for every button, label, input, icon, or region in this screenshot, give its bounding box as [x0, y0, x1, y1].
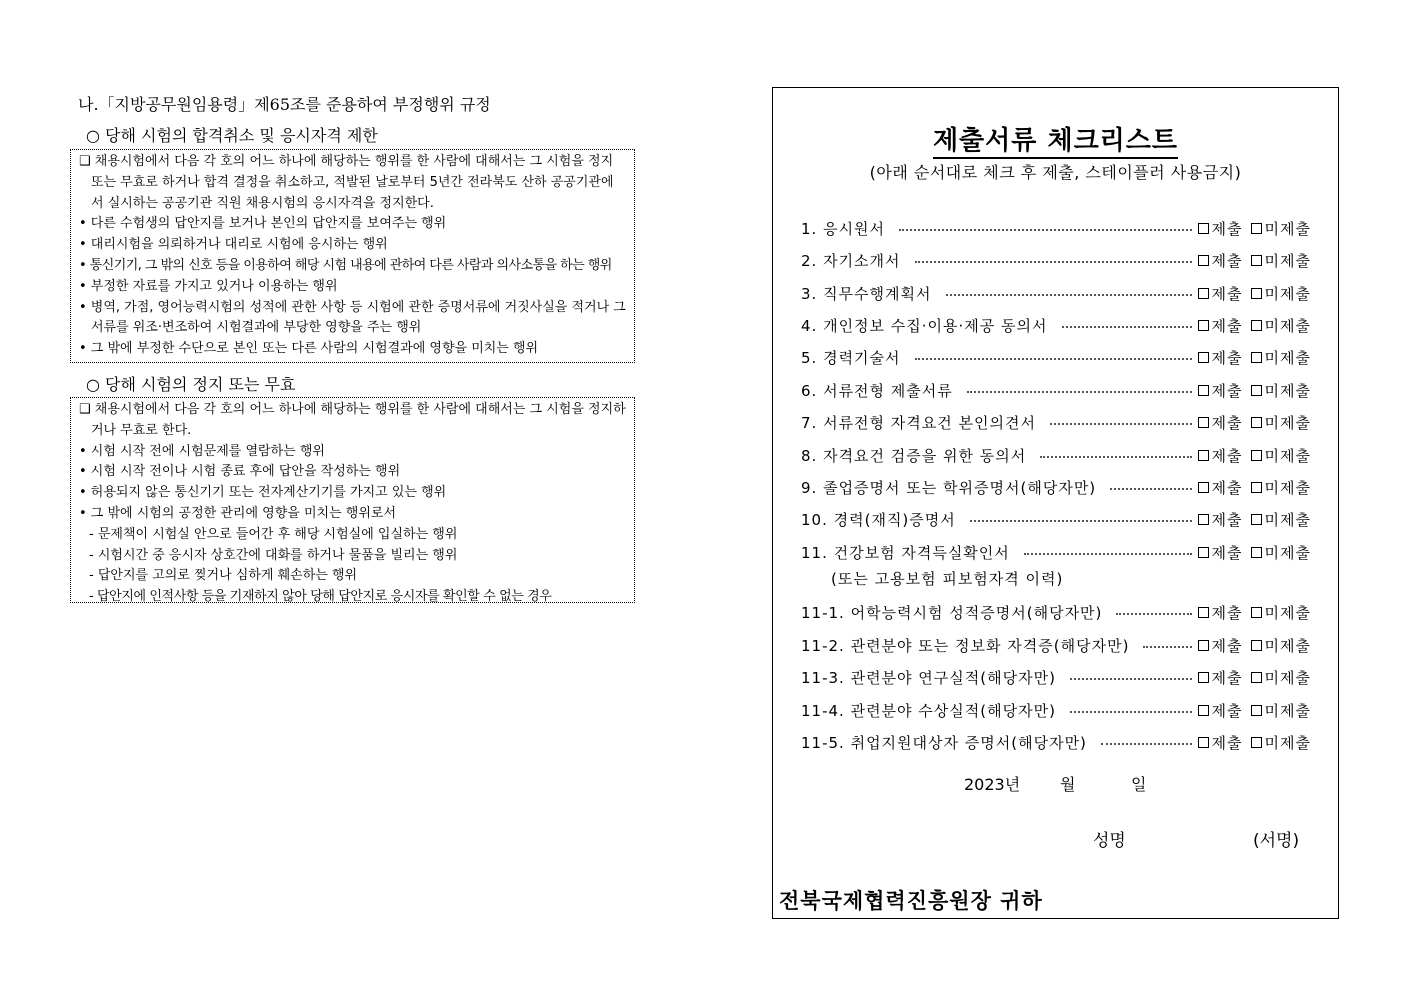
section1-bullet: • 통신기기, 그 밖의 신호 등을 이용하여 해당 시험 내용에 관하여 다른 사람과 의사소통을 하는 행위 [79, 257, 612, 273]
section2-bullet: • 허용되지 않은 통신기기 또는 전자계산기기를 가지고 있는 행위 [79, 485, 447, 501]
section1-intro: ❑ 채용시험에서 다음 각 호의 어느 하나에 해당하는 행위를 한 사람에 대해서는 그 시험을 정지 또는 무효로 하거나 합격 결정을 취소하고, 적발된 날로부터 5년간 전라북도 산하 공공기관에서 실시하는 공공기관 직원 채용시험의 응시자격을 정지한다. [79, 154, 614, 211]
checklist-item-label: 11-1. 어학능력시험 성적증명서(해당자만) [801, 603, 1103, 622]
checkbox-icon[interactable] [1198, 352, 1209, 363]
section2-intro: ❑ 채용시험에서 다음 각 호의 어느 하나에 해당하는 행위를 한 사람에 대해서는 그 시험을 정지하거나 무효로 한다. [79, 402, 626, 438]
checkbox-icon[interactable] [1198, 223, 1209, 234]
checklist-item [801, 379, 1311, 401]
checkbox-icon[interactable] [1198, 417, 1209, 428]
dot-leader [899, 229, 1191, 231]
not-submit-label: 미제출 [1264, 603, 1311, 622]
checkbox-icon[interactable] [1251, 705, 1262, 716]
submit-options [1198, 635, 1311, 656]
submit-label: 제출 [1211, 381, 1243, 400]
dot-leader [1101, 743, 1192, 745]
dot-leader [915, 358, 1192, 360]
submit-option[interactable] [1198, 218, 1243, 239]
checklist-item-label: 11. 건강보험 자격득실확인서 [801, 543, 1010, 562]
submit-label: 제출 [1211, 251, 1243, 270]
not-submit-option[interactable] [1251, 667, 1311, 688]
submit-label: 제출 [1211, 733, 1243, 752]
not-submit-option[interactable] [1251, 542, 1311, 563]
checkbox-icon[interactable] [1251, 255, 1262, 266]
checkbox-icon[interactable] [1198, 255, 1209, 266]
checklist-item-label: 11-3. 관련분야 연구실적(해당자만) [801, 668, 1056, 687]
not-submit-option[interactable] [1251, 445, 1311, 466]
submit-option[interactable] [1198, 477, 1243, 498]
not-submit-option[interactable] [1251, 315, 1311, 336]
not-submit-label: 미제출 [1264, 733, 1311, 752]
not-submit-label: 미제출 [1264, 413, 1311, 432]
not-submit-label: 미제출 [1264, 543, 1311, 562]
not-submit-label: 미제출 [1264, 668, 1311, 687]
submit-options [1198, 542, 1311, 563]
checklist-item [801, 634, 1311, 656]
checklist-item-label: 8. 자격요건 검증을 위한 동의서 [801, 446, 1027, 465]
checkbox-icon[interactable] [1198, 737, 1209, 748]
submit-label: 제출 [1211, 219, 1243, 238]
not-submit-label: 미제출 [1264, 446, 1311, 465]
not-submit-option[interactable] [1251, 700, 1311, 721]
checklist-item [801, 508, 1311, 530]
submit-option[interactable] [1198, 445, 1243, 466]
submit-options [1198, 700, 1311, 721]
section1-bullet: • 병역, 가점, 영어능력시험의 성적에 관한 사항 등 시험에 관한 증명서류에 거짓사실을 적거나 그 서류를 위조·변조하여 시험결과에 부당한 영향을 주는 행위 [79, 299, 626, 336]
submit-label: 제출 [1211, 316, 1243, 335]
checkbox-icon[interactable] [1198, 607, 1209, 618]
checklist-item [801, 666, 1311, 688]
regulation-heading: 나.「지방공무원임용령」제65조를 준용하여 부정행위 규정 [78, 95, 491, 114]
checklist-form [772, 87, 1339, 919]
checklist-item [801, 282, 1311, 304]
dot-leader [915, 261, 1192, 263]
checklist-item-label: 9. 졸업증명서 또는 학위증명서(해당자만) [801, 478, 1097, 497]
checklist-item [801, 346, 1311, 368]
submit-option[interactable] [1198, 542, 1243, 563]
not-submit-label: 미제출 [1264, 636, 1311, 655]
submit-options [1198, 250, 1311, 271]
submit-options [1198, 315, 1311, 336]
checklist-item-label: 7. 서류전형 자격요건 본인의견서 [801, 413, 1036, 432]
dot-leader [1070, 678, 1192, 680]
checklist-item-label: 3. 직무수행계획서 [801, 284, 932, 303]
not-submit-label: 미제출 [1264, 251, 1311, 270]
not-submit-option[interactable] [1251, 602, 1311, 623]
checklist-item-label: 10. 경력(재직)증명서 [801, 510, 956, 529]
submit-label: 제출 [1211, 603, 1243, 622]
checklist-item-label: 1. 응시원서 [801, 219, 886, 238]
checklist-item-label: 5. 경력기술서 [801, 348, 901, 367]
submit-option[interactable] [1198, 380, 1243, 401]
submit-option[interactable] [1198, 700, 1243, 721]
submit-option[interactable] [1198, 509, 1243, 530]
checkbox-icon[interactable] [1251, 320, 1262, 331]
not-submit-label: 미제출 [1264, 284, 1311, 303]
not-submit-label: 미제출 [1264, 381, 1311, 400]
checklist-item-label: 11-4. 관련분야 수상실적(해당자만) [801, 701, 1056, 720]
not-submit-label: 미제출 [1264, 219, 1311, 238]
checkbox-icon[interactable] [1251, 223, 1262, 234]
date-day: 일 [1131, 775, 1147, 794]
checklist-item [801, 444, 1311, 466]
submit-label: 제출 [1211, 478, 1243, 497]
checkbox-icon[interactable] [1251, 450, 1262, 461]
section2-dash: - 문제책이 시험실 안으로 들어간 후 해당 시험실에 입실하는 행위 [89, 526, 458, 542]
submit-option[interactable] [1198, 732, 1243, 753]
section1-title: ○ 당해 시험의 합격취소 및 응시자격 제한 [86, 126, 378, 145]
checkbox-icon[interactable] [1251, 672, 1262, 683]
not-submit-label: 미제출 [1264, 316, 1311, 335]
section2-dash: - 시험시간 중 응시자 상호간에 대화를 하거나 물품을 빌리는 행위 [89, 547, 458, 563]
checkbox-icon[interactable] [1251, 385, 1262, 396]
checkbox-icon[interactable] [1251, 514, 1262, 525]
submit-label: 제출 [1211, 668, 1243, 687]
dot-leader [1116, 613, 1191, 615]
submit-label: 제출 [1211, 284, 1243, 303]
checkbox-icon[interactable] [1198, 320, 1209, 331]
form-subtitle: (아래 순서대로 체크 후 제출, 스테이플러 사용금지) [869, 163, 1242, 182]
not-submit-option[interactable] [1251, 347, 1311, 368]
checklist-item-label: 11-5. 취업지원대상자 증명서(해당자만) [801, 733, 1087, 752]
checkbox-icon[interactable] [1198, 640, 1209, 651]
checkbox-icon[interactable] [1251, 482, 1262, 493]
not-submit-option[interactable] [1251, 218, 1311, 239]
checkbox-icon[interactable] [1251, 288, 1262, 299]
dot-leader [1062, 326, 1192, 328]
checkbox-icon[interactable] [1198, 705, 1209, 716]
section2-dash: - 답안지를 고의로 찢거나 심하게 훼손하는 행위 [89, 568, 358, 584]
section2-box [70, 397, 635, 603]
submit-options [1198, 380, 1311, 401]
checkbox-icon[interactable] [1251, 417, 1262, 428]
checkbox-icon[interactable] [1251, 547, 1262, 558]
section1-bullet: • 대리시험을 의뢰하거나 대리로 시험에 응시하는 행위 [79, 237, 388, 253]
not-submit-option[interactable] [1251, 283, 1311, 304]
dot-leader [1024, 553, 1192, 555]
checkbox-icon[interactable] [1251, 737, 1262, 748]
submit-option[interactable] [1198, 283, 1243, 304]
submit-label: 제출 [1211, 636, 1243, 655]
submit-option[interactable] [1198, 412, 1243, 433]
submit-option[interactable] [1198, 635, 1243, 656]
submit-label: 제출 [1211, 348, 1243, 367]
date-year: 2023년 [964, 775, 1021, 794]
dot-leader [1110, 488, 1191, 490]
submit-option[interactable] [1198, 667, 1243, 688]
checkbox-icon[interactable] [1198, 288, 1209, 299]
section1-bullet: • 부정한 자료를 가지고 있거나 이용하는 행위 [79, 278, 338, 294]
checklist-item-label: 2. 자기소개서 [801, 251, 901, 270]
section2-bullet: • 시험 시작 전이나 시험 종료 후에 답안을 작성하는 행위 [79, 464, 401, 480]
section1-bullet: • 다른 수험생의 답안지를 보거나 본인의 답안지를 보여주는 행위 [79, 216, 447, 232]
checkbox-icon[interactable] [1198, 450, 1209, 461]
checkbox-icon[interactable] [1251, 607, 1262, 618]
submit-options [1198, 347, 1311, 368]
sign-name-label: 성명 [1093, 831, 1126, 851]
section2-bullet: • 시험 시작 전에 시험문제를 열람하는 행위 [79, 443, 325, 459]
section2-title: ○ 당해 시험의 정지 또는 무효 [86, 375, 296, 394]
checklist-item [801, 601, 1311, 623]
dot-leader [1143, 646, 1191, 648]
not-submit-option[interactable] [1251, 380, 1311, 401]
submit-options [1198, 602, 1311, 623]
not-submit-label: 미제출 [1264, 510, 1311, 529]
section1-box [70, 149, 635, 363]
checkbox-icon[interactable] [1198, 547, 1209, 558]
checkbox-icon[interactable] [1198, 672, 1209, 683]
submit-label: 제출 [1211, 543, 1243, 562]
dot-leader [1050, 423, 1192, 425]
checklist-item [801, 314, 1311, 336]
submit-label: 제출 [1211, 701, 1243, 720]
submit-options [1198, 218, 1311, 239]
checkbox-icon[interactable] [1251, 640, 1262, 651]
checklist-item [801, 249, 1311, 271]
dot-leader [1040, 456, 1191, 458]
checklist-item [801, 217, 1311, 239]
not-submit-label: 미제출 [1264, 478, 1311, 497]
checklist-item-label: 11-2. 관련분야 또는 정보화 자격증(해당자만) [801, 636, 1130, 655]
checkbox-icon[interactable] [1251, 352, 1262, 363]
submit-options [1198, 445, 1311, 466]
form-title: 제출서류 체크리스트 [933, 126, 1178, 159]
submit-label: 제출 [1211, 510, 1243, 529]
section1-bullet: • 그 밖에 부정한 수단으로 본인 또는 다른 사람의 시험결과에 영향을 미치는 행위 [79, 341, 539, 357]
checkbox-icon[interactable] [1198, 514, 1209, 525]
not-submit-option[interactable] [1251, 509, 1311, 530]
section2-bullet: • 그 밖에 시험의 공정한 관리에 영향을 미치는 행위로서 [79, 505, 397, 521]
not-submit-option[interactable] [1251, 250, 1311, 271]
checklist-item [801, 476, 1311, 498]
submit-option[interactable] [1198, 250, 1243, 271]
checklist-item-label: 6. 서류전형 제출서류 [801, 381, 953, 400]
addressee: 전북국제협력진흥원장 귀하 [779, 889, 1043, 913]
checklist-item [801, 411, 1311, 433]
submit-option[interactable] [1198, 602, 1243, 623]
item11-note: (또는 고용보험 피보험자격 이력) [831, 570, 1064, 588]
dot-leader [1070, 711, 1192, 713]
submit-label: 제출 [1211, 413, 1243, 432]
checklist-item-label: 4. 개인정보 수집·이용·제공 동의서 [801, 316, 1048, 335]
submit-option[interactable] [1198, 347, 1243, 368]
dot-leader [967, 391, 1192, 393]
submit-option[interactable] [1198, 315, 1243, 336]
checkbox-icon[interactable] [1198, 385, 1209, 396]
submit-options [1198, 477, 1311, 498]
sign-seal-label: (서명) [1253, 831, 1300, 851]
submit-label: 제출 [1211, 446, 1243, 465]
not-submit-label: 미제출 [1264, 348, 1311, 367]
not-submit-option[interactable] [1251, 635, 1311, 656]
submit-options [1198, 412, 1311, 433]
not-submit-option[interactable] [1251, 477, 1311, 498]
submit-options [1198, 732, 1311, 753]
submit-options [1198, 283, 1311, 304]
dot-leader [946, 294, 1192, 296]
submit-options [1198, 509, 1311, 530]
checklist-item [801, 731, 1311, 753]
not-submit-option[interactable] [1251, 732, 1311, 753]
submit-options [1198, 667, 1311, 688]
checkbox-icon[interactable] [1198, 482, 1209, 493]
section2-dash: - 답안지에 인적사항 등을 기재하지 않아 당해 답안지로 응시자를 확인할 수 없는 경우 [89, 589, 552, 605]
dot-leader [970, 520, 1192, 522]
date-month: 월 [1060, 775, 1076, 794]
checklist-item [801, 541, 1311, 563]
checklist-item [801, 699, 1311, 721]
not-submit-label: 미제출 [1264, 701, 1311, 720]
not-submit-option[interactable] [1251, 412, 1311, 433]
